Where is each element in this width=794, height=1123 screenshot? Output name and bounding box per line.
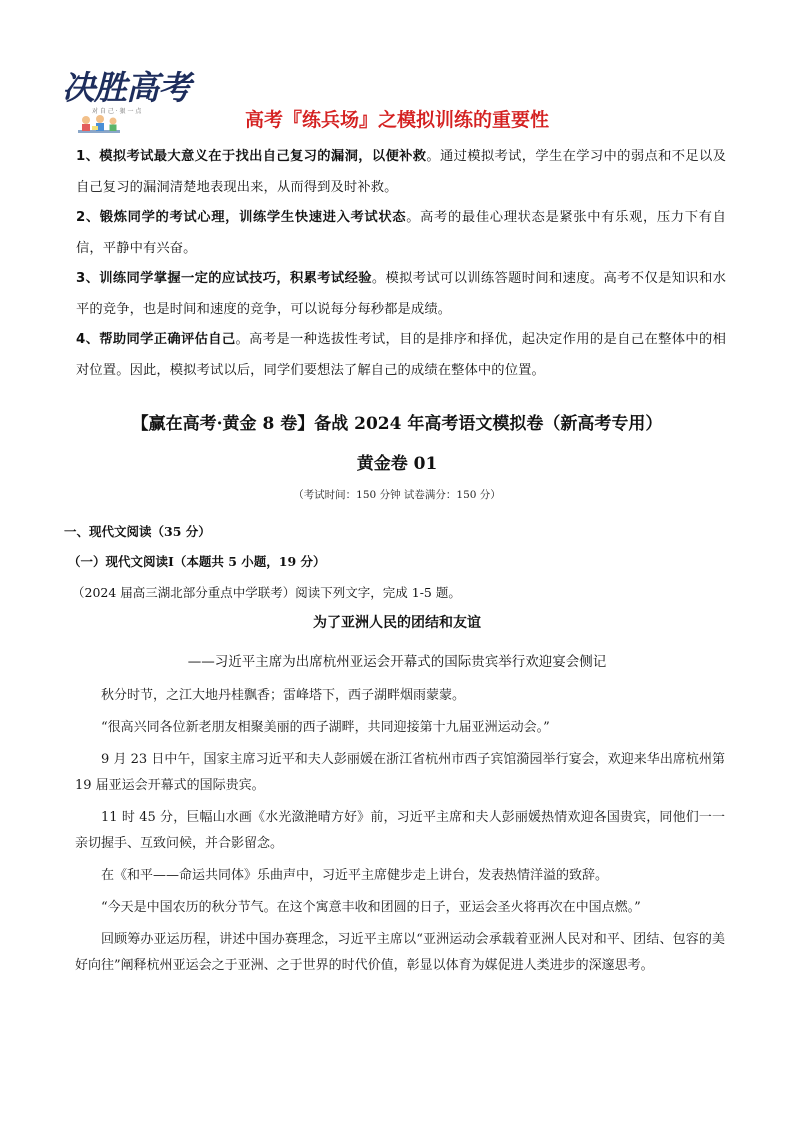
exam-time-info: （考试时间：150 分钟 试卷满分：150 分） xyxy=(293,489,501,501)
point-lead: 2、锻炼同学的考试心理，训练学生快速进入考试状态 xyxy=(76,210,407,225)
point-lead: 3、训练同学掌握一定的应试技巧，积累考试经验 xyxy=(76,271,372,286)
point-text: 。高考的最佳心理状态是紧张中有乐观，压力下有自信，平静中有兴奋。 xyxy=(76,210,726,256)
article-title: 为了亚洲人民的团结和友谊 xyxy=(313,615,481,631)
article-paragraph: 9 月 23 日中午，国家主席习近平和夫人彭丽媛在浙江省杭州市西子宾馆漪园举行宴会，欢迎来华出席杭州第 19 届亚运会开幕式的国际贵宾。 xyxy=(75,752,725,793)
logo-text: 决胜高考 xyxy=(62,68,190,107)
point-1 xyxy=(76,142,726,203)
source-note: （2024 届高三湖北部分重点中学联考）阅读下列文字，完成 1-5 题。 xyxy=(72,585,461,600)
article-paragraph: 秋分时节，之江大地丹桂飘香；雷峰塔下，西子湖畔烟雨蒙蒙。 xyxy=(101,688,466,703)
article-subtitle: ——习近平主席为出席杭州亚运会开幕式的国际贵宾举行欢迎宴会侧记 xyxy=(187,654,607,670)
banner-title: 高考『练兵场』之模拟训练的重要性 xyxy=(244,109,549,131)
point-text: 。模拟考试可以训练答题时间和速度。高考不仅是知识和水平的竞争，也是时间和速度的竞争，可以说每分每秒都是成绩。 xyxy=(76,271,726,317)
section-heading: 一、现代文阅读（35 分） xyxy=(64,524,211,539)
article-paragraph: “很高兴同各位新老朋友相聚美丽的西子湖畔，共同迎接第十九届亚洲运动会。” xyxy=(101,720,550,735)
article-paragraph: 11 时 45 分，巨幅山水画《水光潋滟晴方好》前，习近平主席和夫人彭丽媛热情欢迎各国贵宾，同他们一一亲切握手、互致问候，并合影留念。 xyxy=(75,810,725,851)
point-2 xyxy=(76,203,726,264)
importance-points xyxy=(76,142,726,386)
article-paragraph: 回顾筹办亚运历程，讲述中国办赛理念，习近平主席以“亚洲运动会承载着亚洲人民对和平、团结、包容的美好向往”阐释杭州亚运会之于亚洲、之于世界的时代价值，彰显以体育为媒促进人类进步的深邃思考。 xyxy=(75,932,725,973)
exam-title: 【赢在高考·黄金 8 卷】备战 2024 年高考语文模拟卷（新高考专用） xyxy=(131,414,663,434)
exam-subtitle: 黄金卷 01 xyxy=(356,454,438,474)
article-body xyxy=(75,683,725,985)
article-paragraph: “今天是中国农历的秋分节气。在这个寓意丰收和团圆的日子，亚运会圣火将再次在中国点燃。” xyxy=(101,900,641,915)
subsection-heading: （一）现代文阅读Ⅰ（本题共 5 小题，19 分） xyxy=(68,554,326,569)
point-4 xyxy=(76,325,726,386)
point-text: 。通过模拟考试，学生在学习中的弱点和不足以及自己复习的漏洞清楚地表现出来，从而得到及时补救。 xyxy=(76,149,726,195)
logo-subtext: 对 自 己 · 狠 一 点 xyxy=(92,108,142,115)
point-3 xyxy=(76,264,726,325)
article-paragraph: 在《和平——命运共同体》乐曲声中，习近平主席健步走上讲台，发表热情洋溢的致辞。 xyxy=(101,868,609,883)
point-lead: 1、模拟考试最大意义在于找出自己复习的漏洞，以便补救 xyxy=(76,149,427,164)
point-lead: 4、帮助同学正确评估自己 xyxy=(76,332,236,347)
point-text: 。高考是一种选拔性考试，目的是排序和择优，起决定作用的是自己在整体中的相对位置。因此，模拟考试以后，同学们要想法了解自己的成绩在整体中的位置。 xyxy=(76,332,726,378)
